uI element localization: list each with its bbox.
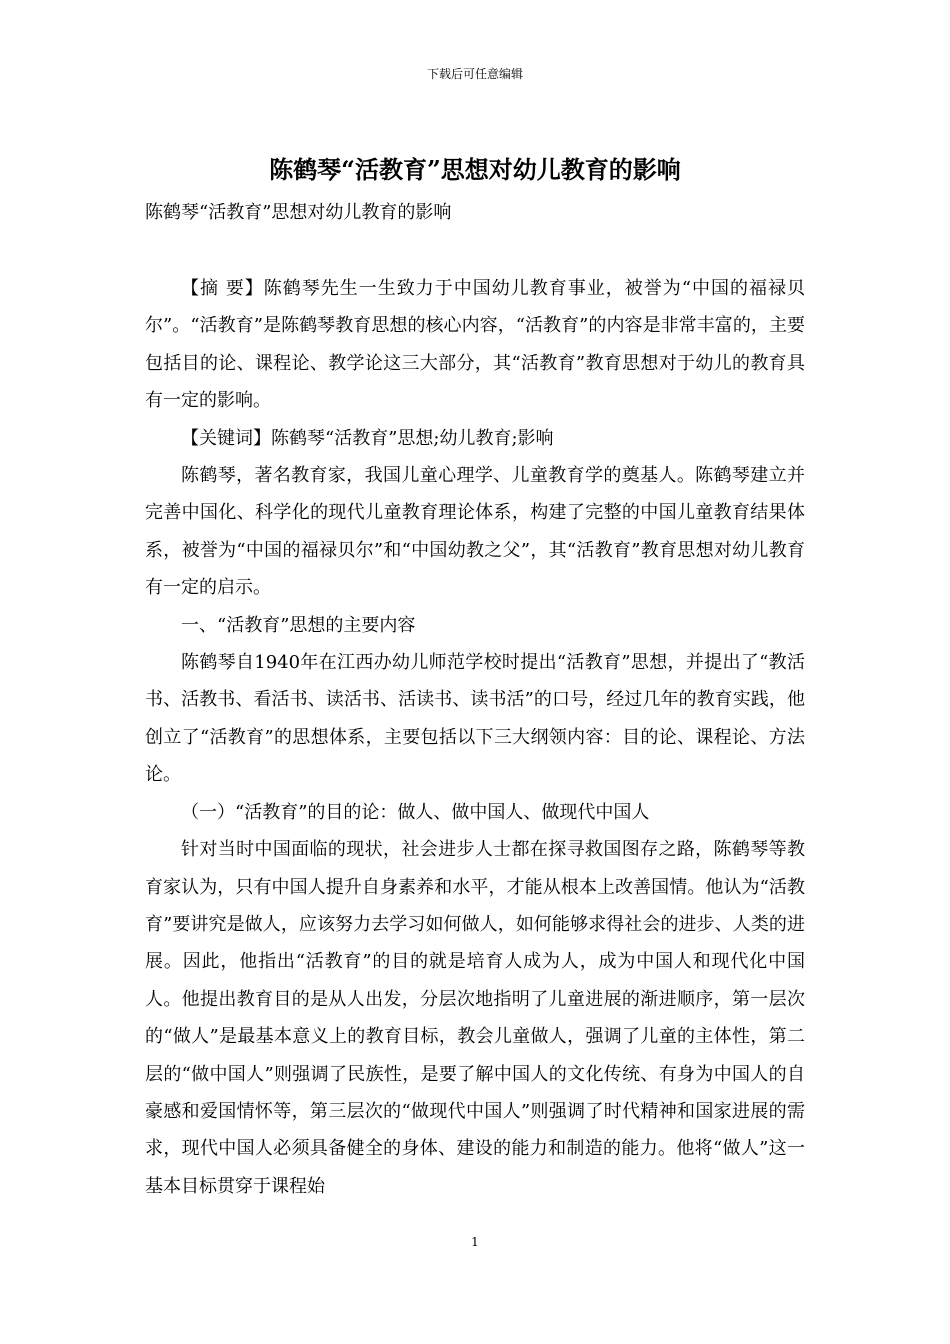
subsection-heading: （一）“活教育”的目的论：做人、做中国人、做现代中国人 — [181, 801, 650, 823]
document-body — [145, 270, 805, 1205]
body-paragraph: 针对当时中国面临的现状，社会进步人士都在探寻救国图存之路，陈鹤琴等教育家认为，只有中国人提升自身素养和水平，才能从根本上改善国情。他认为“活教育”要讲究是做人，应该努力去学习如何做人，如何能够求得社会的进步、人类的进展。因此，他指出“活教育”的目的就是培育人成为人，成为中国人和现代化中国人。他提出教育目的是从人出发，分层次地指明了儿童进展的渐进顺序，第一层次的“做人”是最基本意义上的教育目标，教会儿童做人，强调了儿童的主体性，第二层的“做中国人”则强调了民族性，是要了解中国人的文化传统、有身为中国人的自豪感和爱国情怀等，第三层次的“做现代中国人”则强调了时代精神和国家进展的需求，现代中国人必须具备健全的身体、建设的能力和制造的能力。他将“做人”这一基本目标贯穿于课程始 — [145, 839, 805, 1197]
document-title: 陈鹤琴“活教育”思想对幼儿教育的影响 — [269, 155, 681, 184]
keywords-paragraph: 【关键词】陈鹤琴“活教育”思想;幼儿教育;影响 — [181, 427, 554, 449]
header-note: 下载后可任意编辑 — [426, 67, 523, 81]
body-paragraph: 陈鹤琴自1940年在江西办幼儿师范学校时提出“活教育”思想，并提出了“教活书、活教书、看活书、读活书、活读书、读书活”的口号，经过几年的教育实践，他创立了“活教育”的思想体系，主要包括以下三大纲领内容：目的论、课程论、方法论。 — [145, 652, 805, 786]
document-subtitle: 陈鹤琴“活教育”思想对幼儿教育的影响 — [145, 202, 452, 223]
page-number: 1 — [471, 1235, 479, 1249]
abstract-paragraph: 【摘 要】陈鹤琴先生一生致力于中国幼儿教育事业，被誉为“中国的福禄贝尔”。“活教育”是陈鹤琴教育思想的核心内容，“活教育”的内容是非常丰富的，主要包括目的论、课程论、教学论这三大部分，其“活教育”教育思想对于幼儿的教育具有一定的影响。 — [145, 278, 805, 412]
section-heading: 一、“活教育”思想的主要内容 — [181, 614, 416, 636]
intro-paragraph: 陈鹤琴，著名教育家，我国儿童心理学、儿童教育学的奠基人。陈鹤琴建立并完善中国化、科学化的现代儿童教育理论体系，构建了完整的中国儿童教育结果体系，被誉为“中国的福禄贝尔”和“中国幼教之父”，其“活教育”教育思想对幼儿教育有一定的启示。 — [145, 465, 805, 599]
